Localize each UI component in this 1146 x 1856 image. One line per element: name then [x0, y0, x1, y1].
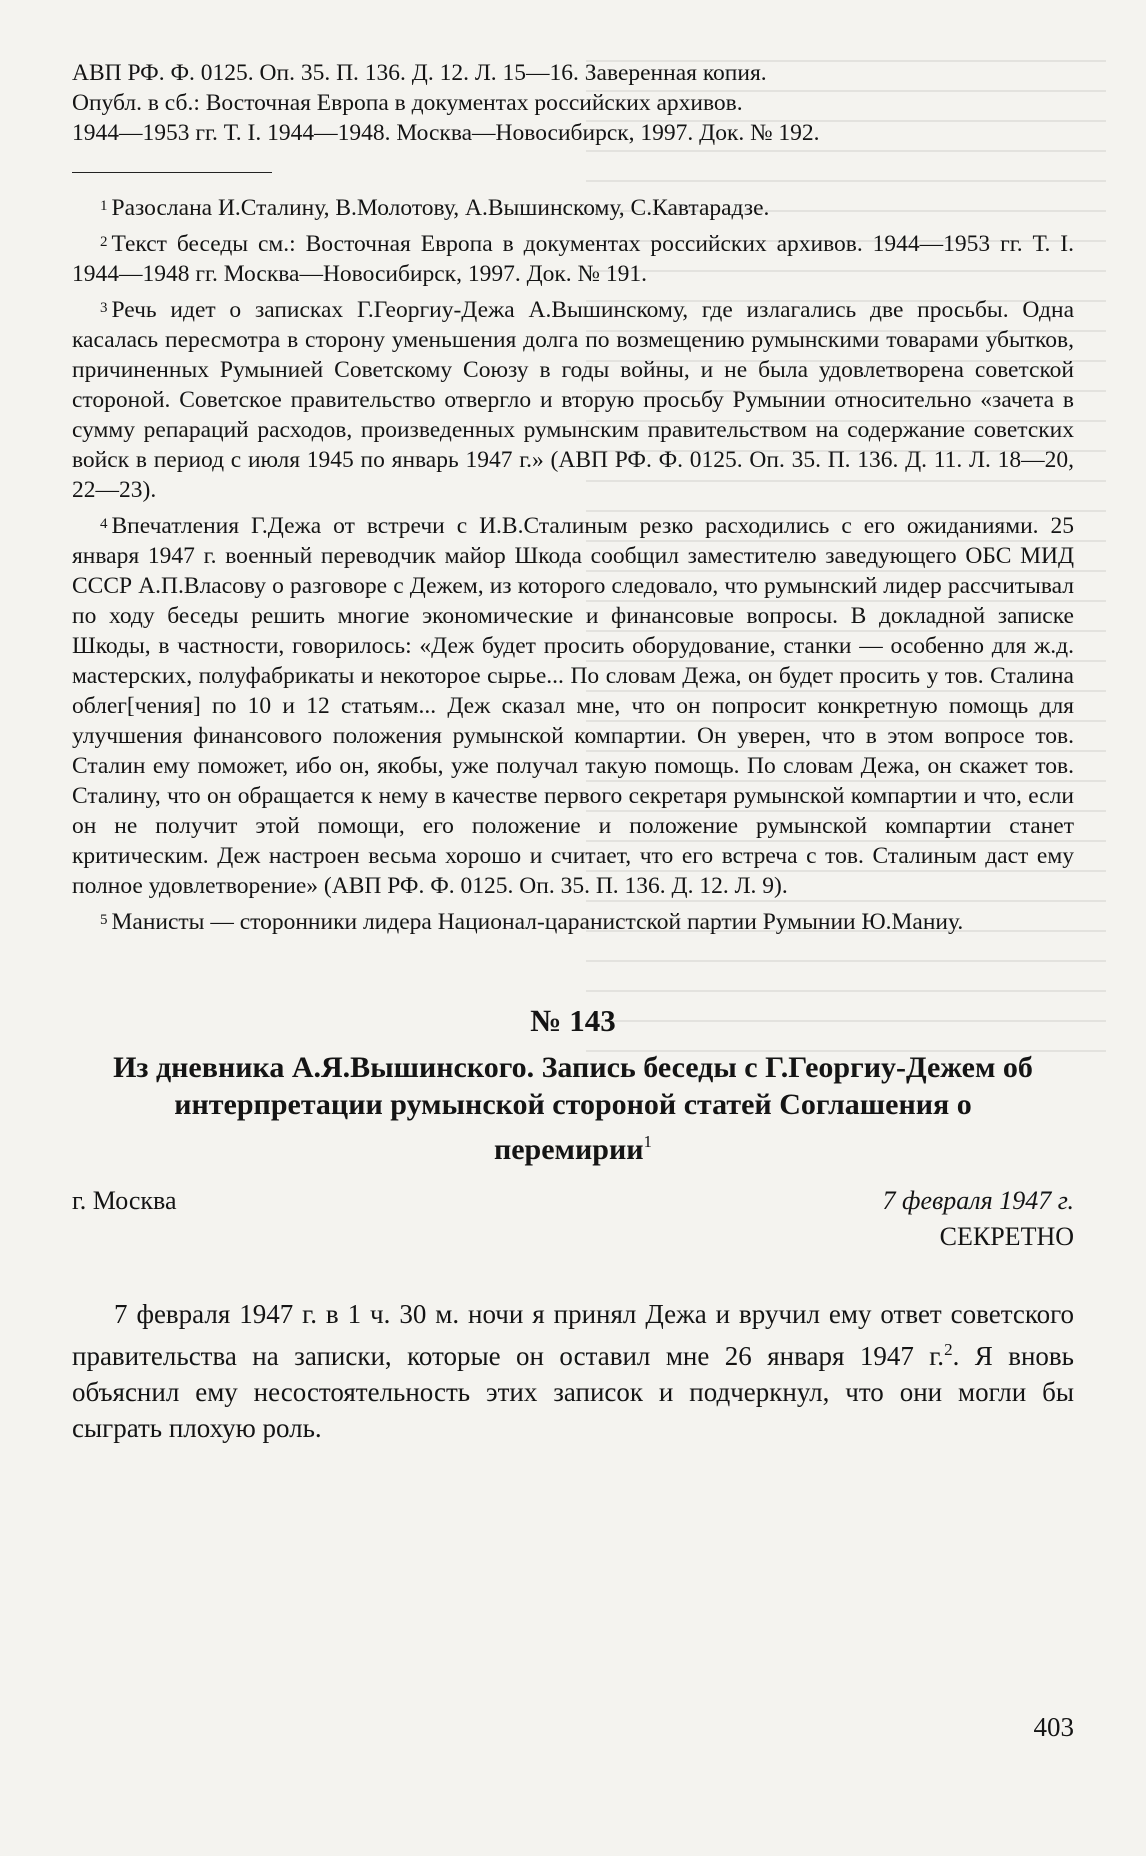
- document-title: [92, 1049, 1054, 1168]
- document-title-text: Из дневника А.Я.Вышинского. Запись беседы с Г.Георгиу-Дежем об интерпретации румынской стороной статей Соглашения о перемирии: [113, 1051, 1033, 1166]
- footnote-text: Речь идет о записках Г.Георгиу-Дежа А.Вышинскому, где излагались две просьбы. Одна касалась пересмотра в сторону уменьшения долга по возмещению румынскими товарами убытков, причиненных Румынией Советскому Союзу в годы войны, и не была удовлетворена советской стороной. Советское правительство отвергло и вторую просьбу Румынии относительно «зачета в сумму репараций расходов, произведенных румынским правительством на содержание советских войск в период с июля 1945 по январь 1947 г.» (АВП РФ. Ф. 0125. Оп. 35. П. 136. Д. 11. Л. 18—20, 22—23).: [72, 297, 1074, 503]
- body-footnote-marker: 2: [944, 1340, 953, 1359]
- footnote-marker: 1: [100, 198, 108, 214]
- document-place: г. Москва: [72, 1186, 177, 1215]
- footnote-text: Разослана И.Сталину, В.Молотову, А.Вышинскому, С.Кавтарадзе.: [111, 195, 770, 221]
- footnote-4: [72, 509, 1074, 901]
- document-number: № 143: [530, 1003, 616, 1038]
- page-number: 403: [1033, 1712, 1074, 1742]
- place-date-row: [72, 1186, 1074, 1216]
- footnote-marker: 3: [100, 300, 108, 316]
- footnote-text: Текст беседы см.: Восточная Европа в документах российских архивов. 1944—1953 гг. Т. I. 1944—1948 гг. Москва—Новосибирск, 1997. Док. № 191.: [72, 231, 1074, 287]
- footnotes: [72, 191, 1074, 937]
- footnote-1: [72, 191, 1074, 223]
- footnote-marker: 4: [100, 516, 108, 532]
- document-body: [72, 1296, 1074, 1446]
- footnote-3: [72, 293, 1074, 505]
- footnote-5: [72, 905, 1074, 937]
- body-text: 7 февраля 1947 г. в 1 ч. 30 м. ночи я принял Дежа и вручил ему ответ советского правительства на записки, которые он оставил мне 26 января 1947 г.: [72, 1299, 1074, 1371]
- footnote-marker: 2: [100, 234, 108, 250]
- title-footnote-marker: 1: [643, 1132, 653, 1151]
- archival-source: [72, 58, 1074, 148]
- footnote-2: [72, 227, 1074, 289]
- document-date: 7 февраля 1947 г.: [882, 1186, 1074, 1215]
- classification-stamp: СЕКРЕТНО: [939, 1222, 1074, 1251]
- source-line: Опубл. в сб.: Восточная Европа в документах российских архивов.: [72, 90, 743, 116]
- source-line: 1944—1953 гг. Т. I. 1944—1948. Москва—Новосибирск, 1997. Док. № 192.: [72, 120, 820, 146]
- source-line: АВП РФ. Ф. 0125. Оп. 35. П. 136. Д. 12. Л. 15—16. Заверенная копия.: [72, 60, 767, 86]
- footnote-text: Манисты — сторонники лидера Национал-царанистской партии Румынии Ю.Маниу.: [111, 909, 964, 935]
- footnote-divider: [72, 172, 272, 173]
- body-text: . Я вновь объяснил ему несостоятельность этих записок и подчеркнул, что они могли бы сыграть плохую роль.: [72, 1341, 1074, 1443]
- footnote-marker: 5: [100, 912, 108, 928]
- footnote-text: Впечатления Г.Дежа от встречи с И.В.Сталиным резко расходились с его ожиданиями. 25 января 1947 г. военный переводчик майор Шкода сообщил заместителю заведующего ОБС МИД СССР А.П.Власову о разговоре с Дежем, из которого следовало, что румынский лидер рассчитывал по ходу беседы решить многие экономические и финансовые вопросы. В докладной записке Шкоды, в частности, говорилось: «Деж будет просить оборудование, станки — особенно для ж.д. мастерских, полуфабрикаты и некоторое сырье... По словам Дежа, он будет просить у тов. Сталина облег[чения] по 10 и 12 статьям... Деж сказал мне, что он попросит конкретную помощь для улучшения финансового положения румынской компартии. Он уверен, что в этом вопросе тов. Сталин ему поможет, ибо он, якобы, уже получал такую помощь. По словам Дежа, он скажет тов. Сталину, что он обращается к нему в качестве первого секретаря румынской компартии и что, если он не получит этой помощи, его положение и положение румынской компартии станет критическим. Деж настроен весьма хорошо и считает, что его встреча с тов. Сталиным даст ему полное удовлетворение» (АВП РФ. Ф. 0125. Оп. 35. П. 136. Д. 12. Л. 9).: [72, 513, 1074, 899]
